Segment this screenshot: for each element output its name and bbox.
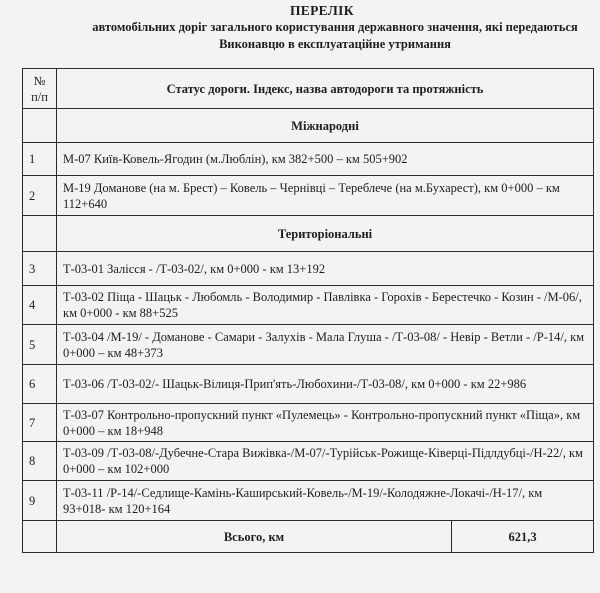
total-label: Всього, км: [57, 521, 452, 553]
table-row: [23, 176, 594, 216]
row-number: 4: [23, 286, 57, 325]
table-row: [23, 365, 594, 404]
road-description: Т-03-01 Залісся - /Т-03-02/, км 0+000 - км 13+192: [57, 252, 594, 286]
roads-table: [22, 68, 594, 553]
main-column-header: Статус дороги. Індекс, назва автодороги та протяжність: [57, 69, 594, 109]
total-empty-cell: [23, 521, 57, 553]
table-row: [23, 325, 594, 365]
table-row: [23, 404, 594, 442]
table-row: [23, 481, 594, 521]
row-number: 7: [23, 404, 57, 442]
document-title: ПЕРЕЛІК: [290, 3, 354, 18]
number-column-header-label: № п/п: [31, 73, 48, 104]
row-number: 2: [23, 176, 57, 216]
road-description: Т-03-11 /Р-14/-Седлище-Камінь-Каширський-Ковель-/М-19/-Колодяжне-Локачі-/Н-17/, км 93+018- км 120+164: [57, 481, 594, 521]
road-description: М-07 Київ-Ковель-Ягодин (м.Люблін), км 382+500 – км 505+902: [57, 143, 594, 176]
row-number: 8: [23, 442, 57, 481]
row-number: 6: [23, 365, 57, 404]
section-title-international: Міжнародні: [57, 109, 594, 143]
total-value: 621,3: [452, 521, 594, 553]
section-title-territorial: Територіональні: [57, 216, 594, 252]
row-number: 1: [23, 143, 57, 176]
document-subtitle-line2: Виконавцю в експлуатаційне утримання: [219, 37, 451, 51]
road-description: Т-03-09 /Т-03-08/-Дубечне-Стара Вижівка-/М-07/-Турійськ-Рожище-Ківерці-Підлдубці-/Н-22/, км 0+000 – км 102+000: [57, 442, 594, 481]
number-column-header: [23, 69, 57, 109]
road-description: Т-03-02 Піща - Шацьк - Любомль - Володимир - Павлівка - Горохів - Берестечко - Козин - /М-06/, км 0+000 - км 88+525: [57, 286, 594, 325]
section-row-international: [23, 109, 594, 143]
section-row-territorial: [23, 216, 594, 252]
row-number: 5: [23, 325, 57, 365]
table-row: [23, 252, 594, 286]
row-number: 3: [23, 252, 57, 286]
road-description: М-19 Доманове (на м. Брест) – Ковель – Чернівці – Тереблече (на м.Бухарест), км 0+000 – км 112+640: [57, 176, 594, 216]
document-subtitle-line1: автомобільних доріг загального користування державного значення, які передаються: [92, 20, 578, 34]
total-row: [23, 521, 594, 553]
road-description: Т-03-06 /Т-03-02/- Шацьк-Вілиця-Прип'ять-Любохини-/Т-03-08/, км 0+000 - км 22+986: [57, 365, 594, 404]
table-row: [23, 286, 594, 325]
road-description: Т-03-04 /М-19/ - Доманове - Самари - Залухів - Мала Глуша - /Т-03-08/ - Невір - Ветли - /Р-14/, км 0+000 – км 48+373: [57, 325, 594, 365]
table-row: [23, 442, 594, 481]
table-header-row: [23, 69, 594, 109]
table-row: [23, 143, 594, 176]
row-number: 9: [23, 481, 57, 521]
section-empty-cell: [23, 109, 57, 143]
road-description: Т-03-07 Контрольно-пропускний пункт «Пулемець» - Контрольно-пропускний пункт «Піща», км 0+000 – км 18+948: [57, 404, 594, 442]
section-empty-cell: [23, 216, 57, 252]
